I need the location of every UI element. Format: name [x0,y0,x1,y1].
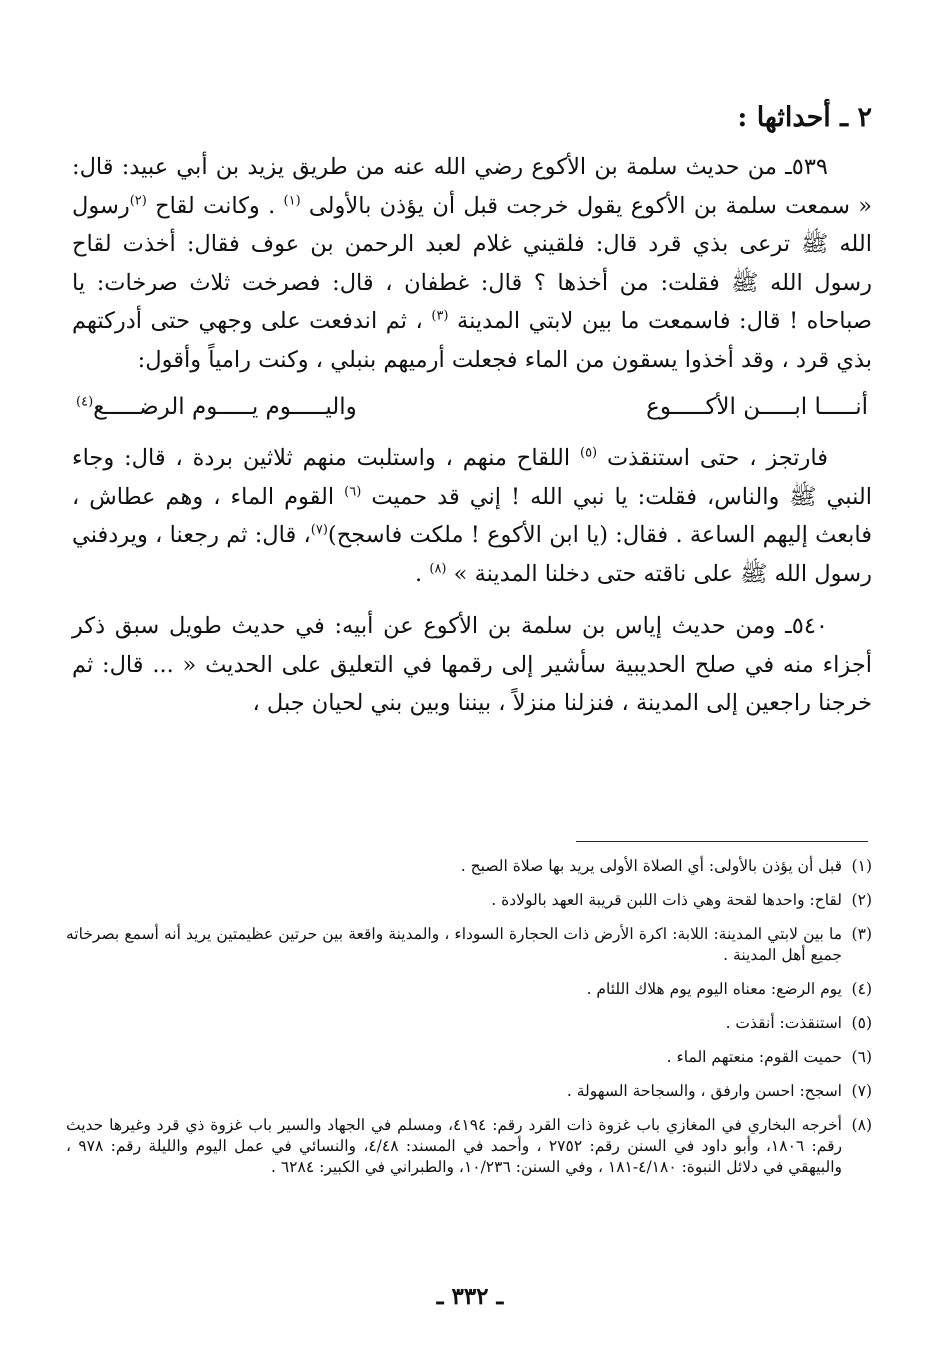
text-run: ، قال: ثم رجعنا ، ويردفني رسول الله ﷺ على ناقته حتى دخلنا المدينة » [72,522,872,587]
footnote-ref-8[interactable]: (٨) [429,561,447,576]
footnote-text: استنقذت: أنقذت . [725,1014,842,1032]
footnote-number: (٦) [851,1048,872,1066]
section-heading: ٢ ـ أحداثها : [737,102,872,133]
footnote-item [66,1081,872,1102]
footnote-ref-7[interactable]: (٧) [310,522,328,538]
footnote-ref-3[interactable]: (٣) [431,308,449,324]
footnote-ref-6[interactable]: (٦) [344,484,362,499]
footnote-item [66,1115,872,1178]
text-run: رسول الله ﷺ ترعى بذي قرد قال: فلقيني غلام لعبد الرحمن بن عوف فقال: أخذت لقاح رسول الله ﷺ فقلت: من أخذها ؟ قال: غطفان ، قال: فصرخت ثلاث صرخات: يا صباحاه ! قال: فاسمعت ما بين لابتي المدينة [72,192,872,334]
paragraph-539 [72,148,872,379]
footnote-ref-1[interactable]: (١) [283,193,301,208]
footnote-text: أخرجه البخاري في المغازي باب غزوة ذات القرد رقم: ٤١٩٤، ومسلم في الجهاد والسير باب غزوة ذي قرد وغيرها حديث رقم: ١٨٠٦، وأبو داود في السنن رقم: ٢٧٥٢ ، وأحمد في المسند: ٤/٤٨، والنسائي في عمل اليوم والليلة رقم: ٩٧٨ ، والبيهقي في دلائل النبوة: ٤/١٨٠-١٨١ ، وفي السنن: ١٠/٢٣٦، والطبراني في الكبير: ٦٢٨٤ . [66,1116,842,1176]
text-run: واليـــــوم يـــــوم الرضـــــع [93,394,357,420]
footnote-item [66,856,872,877]
footnote-item [66,890,872,911]
footnotes [66,856,872,1191]
page-number: ـ ٣٣٢ ـ [436,1283,504,1310]
footnote-text: قبل أن يؤذن بالأولى: أي الصلاة الأولى يريد بها صلاة الصبح . [460,857,842,875]
footnote-text: اسجح: احسن وارفق ، والسجاحة السهولة . [566,1082,842,1100]
footnote-number: (٢) [851,891,872,909]
text-run: ٥٣٩ـ من حديث سلمة بن الأكوع رضي الله عنه من طريق يزيد بن أبي عبيد: قال: « سمعت سلمة بن الأكوع يقول خرجت قبل أن يؤذن بالأولى [72,154,872,219]
footnote-number: (٣) [851,925,872,943]
footnote-number: (٨) [851,1116,872,1134]
text-run: ، ثم اندفعت على وجهي حتى أدركتهم بذي قرد ، وقد أخذوا يسقون من الماء فجعلت أرميهم بنبلي ، وكنت رامياً وأقول: [72,308,872,373]
footnote-item [66,1047,872,1068]
footnote-item [66,979,872,1000]
text-run: القوم الماء ، وهم عطاش ، فابعث إليهم الساعة . فقال: (يا ابن الأكوع ! ملكت فاسجح) [72,483,872,548]
footnote-text: حميت القوم: منعتهم الماء . [666,1048,842,1066]
paragraph-539-continued [72,439,872,593]
footnote-divider [576,841,868,842]
footnote-item [66,1013,872,1034]
footnote-text: يوم الرضع: معناه اليوم يوم هلاك اللئام . [586,980,842,998]
text-run: . وكانت لقاح [146,192,284,219]
footnote-ref-2[interactable]: (٢) [129,193,147,208]
footnote-number: (١) [851,857,872,875]
footnote-number: (٧) [851,1082,872,1100]
footnote-ref-4[interactable]: (٤) [76,394,94,410]
poetry-verse [72,387,872,427]
footnote-number: (٤) [851,980,872,998]
paragraph-540: ٥٤٠ـ ومن حديث إياس بن سلمة بن الأكوع عن أبيه: في حديث طويل سبق ذكر أجزاء منه في صلح الحديبية سأشير إلى رقمها في التعليق على الحديث « ... قال: ثم خرجنا راجعين إلى المدينة ، فنزلنا منزلاً ، بيننا وبين بني لحيان جبل ، [72,613,872,716]
footnote-text: لقاح: واحدها لقحة وهي ذات اللبن قريبة العهد بالولادة . [491,891,842,909]
text-run: اللقاح منهم ، واستلبت منهم ثلاثين بردة ، قال: وجاء النبي ﷺ والناس، فقلت: يا نبي الله ! إني قد حميت [72,445,872,510]
verse-hemistich-second [76,387,357,427]
verse-hemistich-first: أنـــــا ابـــــن الأكـــــوع [646,394,868,420]
text-run: . [415,560,430,587]
footnote-text: ما بين لابتي المدينة: اللابة: اكرة الأرض ذات الحجارة السوداء ، والمدينة واقعة بين حرتين عظيمتين يريد أنه أسمع بصرخاته جميع أهل المدينة . [66,925,842,964]
footnote-ref-5[interactable]: (٥) [579,445,598,461]
text-run: فارتجز ، حتى استنقذت [597,445,828,471]
footnote-item [66,924,872,966]
footnote-number: (٥) [851,1014,872,1032]
